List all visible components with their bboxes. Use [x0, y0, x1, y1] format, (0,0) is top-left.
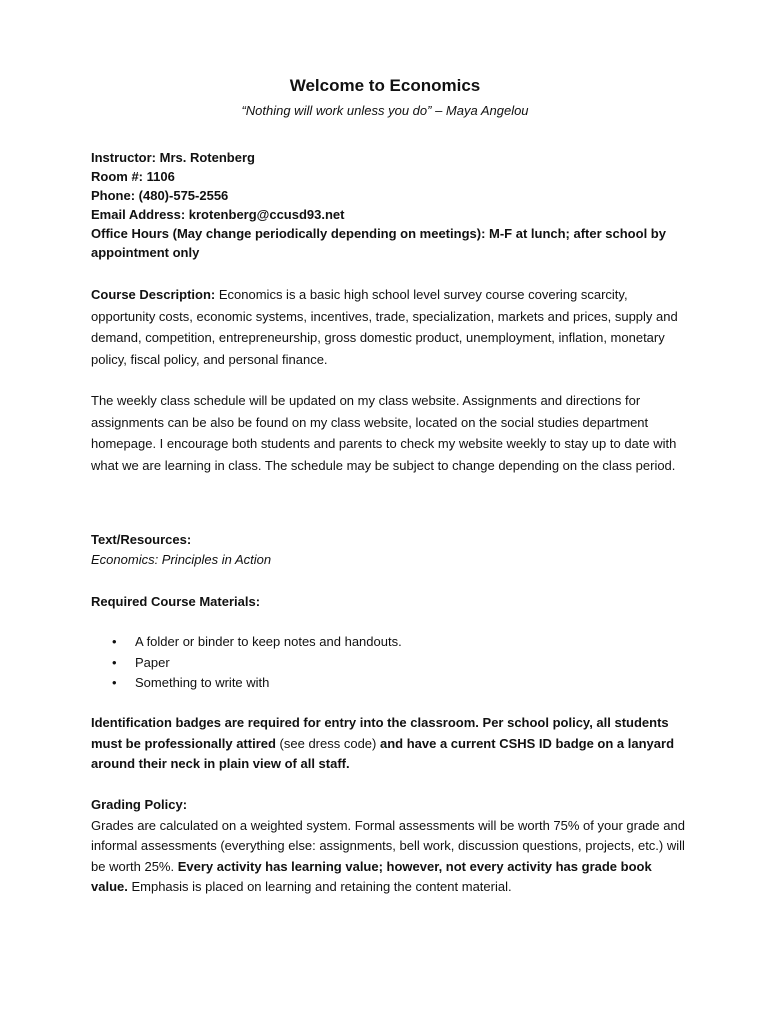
list-item: [91, 673, 691, 694]
phone-number: Phone: (480)-575-2556: [91, 188, 229, 203]
list-item: [91, 653, 691, 674]
quote: “Nothing will work unless you do” – Maya Angelou: [241, 103, 529, 118]
list-item-text: Paper: [135, 654, 170, 670]
id-badge-policy: [91, 713, 691, 775]
materials-heading: Required Course Materials:: [91, 594, 261, 609]
textbook-title: Economics: Principles in Action: [91, 552, 272, 567]
grading-paragraph: [91, 816, 691, 898]
grading-text-bold: Every activity has learning value; however, not every activity has grade book value.: [91, 858, 652, 894]
list-item-text: Something to write with: [135, 675, 270, 690]
list-item: [91, 632, 691, 653]
room-number: Room #: 1106: [91, 169, 175, 184]
bullet: •: [112, 675, 117, 690]
id-badge-text-3: and have a current CSHS ID badge on a lanyard around their neck in plain view of all staff.: [91, 735, 675, 771]
id-badge-text-1: Identification badges are required for entry into the classroom. Per school policy, all students must be professionally attired: [91, 715, 669, 751]
materials-list: [91, 632, 691, 694]
instructor-info: [91, 148, 691, 262]
bullet: •: [112, 634, 117, 649]
page-title: Welcome to Economics: [289, 76, 481, 95]
grading-policy: [91, 795, 691, 898]
course-description-text: Economics is a basic high school level survey course covering scarcity, opportunity costs, economic systems, incentives, trade, specialization, markets and prices, supply and demand, competition, entrepreneurship, gross domestic product, unemployment, inflation, monetary policy, fiscal policy, and personal finance.: [91, 287, 678, 367]
weekly-schedule-paragraph: The weekly class schedule will be updated on my class website. Assignments and directions for assignments can be also be found on my class website, located on the social studies department homepage. I encourage both students and parents to check my website weekly to stay up to date with what we are learning in class. The schedule may be subject to change depending on the class period.: [91, 393, 677, 473]
resources-heading: Text/Resources:: [91, 532, 192, 547]
instructor-name: Instructor: Mrs. Rotenberg: [91, 150, 255, 165]
grading-heading: Grading Policy:: [91, 797, 188, 812]
grading-text-1: Grades are calculated on a weighted system. Formal assessments will be worth 75% of your grade and informal assessments (everything else: assignments, bell work, discussion questions, projects, etc.) will be worth 25%.: [91, 817, 685, 874]
bullet: •: [112, 654, 117, 670]
office-hours: Office Hours (May change periodically depending on meetings): M-F at lunch; after school by appointment only: [91, 226, 666, 260]
grading-text-2: Emphasis is placed on learning and retaining the content material.: [127, 879, 512, 894]
list-item-text: A folder or binder to keep notes and handouts.: [135, 634, 402, 649]
course-description: [91, 284, 691, 370]
course-description-label: Course Description:: [91, 287, 216, 302]
email-address: Email Address: krotenberg@ccusd93.net: [91, 207, 345, 222]
id-badge-text-2: (see dress code): [275, 735, 380, 751]
